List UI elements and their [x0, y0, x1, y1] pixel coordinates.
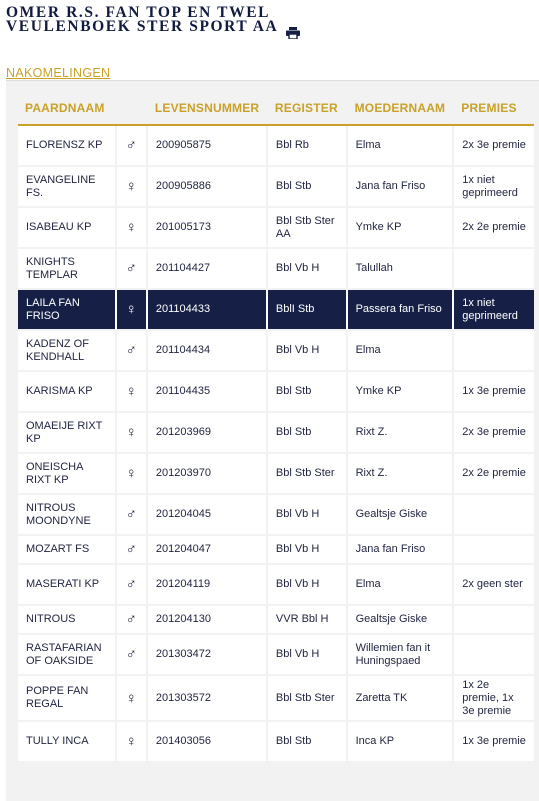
cell-register: Bbl Stb	[268, 167, 348, 208]
cell-paardnaam: FLORENSZ KP	[18, 126, 117, 167]
female-icon: ♀	[117, 676, 148, 722]
cell-moedernaam: Elma	[348, 331, 455, 372]
cell-levensnummer: 201203969	[148, 413, 268, 454]
tab-nakomelingen[interactable]: NAKOMELINGEN	[6, 66, 111, 80]
cell-register: Bbl Stb	[268, 372, 348, 413]
table-row[interactable]	[18, 413, 534, 454]
page-title: OMER R.S. FAN TOP EN TWEL VEULENBOEK STER SPORT AA	[6, 4, 279, 35]
cell-paardnaam: KARISMA KP	[18, 372, 117, 413]
cell-paardnaam: ISABEAU KP	[18, 208, 117, 249]
table-row[interactable]	[18, 676, 534, 722]
table-row[interactable]	[18, 331, 534, 372]
offspring-panel	[6, 80, 539, 801]
header-premies[interactable]: PREMIES	[454, 91, 534, 126]
table-row[interactable]	[18, 167, 534, 208]
cell-register: Bbl Stb	[268, 413, 348, 454]
cell-register: Bbl Stb Ster AA	[268, 208, 348, 249]
table-row[interactable]	[18, 208, 534, 249]
male-icon: ♂	[117, 249, 148, 290]
cell-levensnummer: 200905886	[148, 167, 268, 208]
cell-register: BblI Stb	[268, 290, 348, 331]
cell-premies	[454, 331, 534, 372]
male-icon: ♂	[117, 565, 148, 606]
header-levensnummer[interactable]: LEVENSNUMMER	[148, 91, 268, 126]
cell-paardnaam: KNIGHTS TEMPLAR	[18, 249, 117, 290]
cell-moedernaam: Gealtsje Giske	[348, 495, 455, 536]
cell-levensnummer: 201203970	[148, 454, 268, 495]
cell-premies	[454, 536, 534, 565]
table-row[interactable]	[18, 722, 534, 763]
female-icon: ♀	[117, 722, 148, 763]
female-icon: ♀	[117, 413, 148, 454]
cell-levensnummer: 201104427	[148, 249, 268, 290]
cell-levensnummer: 201204119	[148, 565, 268, 606]
cell-premies: 1x niet geprimeerd	[454, 167, 534, 208]
cell-moedernaam: Passera fan Friso	[348, 290, 455, 331]
male-icon: ♂	[117, 495, 148, 536]
male-icon: ♂	[117, 331, 148, 372]
cell-paardnaam: MASERATI KP	[18, 565, 117, 606]
cell-levensnummer: 201104434	[148, 331, 268, 372]
cell-moedernaam: Ymke KP	[348, 208, 455, 249]
male-icon: ♂	[117, 606, 148, 635]
cell-levensnummer: 201303472	[148, 635, 268, 676]
cell-register: Bbl Rb	[268, 126, 348, 167]
cell-moedernaam: Rixt Z.	[348, 454, 455, 495]
header-moedernaam[interactable]: MOEDERNAAM	[348, 91, 455, 126]
cell-paardnaam: LAILA FAN FRISO	[18, 290, 117, 331]
cell-premies	[454, 635, 534, 676]
cell-register: VVR Bbl H	[268, 606, 348, 635]
table-row[interactable]	[18, 606, 534, 635]
table-row[interactable]	[18, 372, 534, 413]
cell-paardnaam: ONEISCHA RIXT KP	[18, 454, 117, 495]
cell-register: Bbl Stb	[268, 722, 348, 763]
cell-register: Bbl Vb H	[268, 495, 348, 536]
cell-paardnaam: OMAEIJE RIXT KP	[18, 413, 117, 454]
cell-levensnummer: 201403056	[148, 722, 268, 763]
cell-register: Bbl Vb H	[268, 249, 348, 290]
table-row[interactable]	[18, 565, 534, 606]
cell-moedernaam: Elma	[348, 565, 455, 606]
cell-register: Bbl Vb H	[268, 331, 348, 372]
cell-moedernaam: Inca KP	[348, 722, 455, 763]
cell-premies: 1x 3e premie	[454, 372, 534, 413]
header-paardnaam[interactable]: PAARDNAAM	[18, 91, 117, 126]
cell-premies: 2x geen ster	[454, 565, 534, 606]
cell-premies	[454, 606, 534, 635]
cell-moedernaam: Zaretta TK	[348, 676, 455, 722]
cell-moedernaam: Elma	[348, 126, 455, 167]
male-icon: ♂	[117, 536, 148, 565]
cell-moedernaam: Jana fan Friso	[348, 536, 455, 565]
cell-levensnummer: 201204045	[148, 495, 268, 536]
female-icon: ♀	[117, 167, 148, 208]
cell-paardnaam: RASTAFARIAN OF OAKSIDE	[18, 635, 117, 676]
cell-levensnummer: 201005173	[148, 208, 268, 249]
cell-paardnaam: KADENZ OF KENDHALL	[18, 331, 117, 372]
female-icon: ♀	[117, 454, 148, 495]
female-icon: ♀	[117, 372, 148, 413]
cell-register: Bbl Vb H	[268, 635, 348, 676]
cell-premies: 2x 3e premie	[454, 413, 534, 454]
table-row[interactable]	[18, 249, 534, 290]
female-icon: ♀	[117, 290, 148, 331]
table-row[interactable]	[18, 536, 534, 565]
table-row[interactable]	[18, 635, 534, 676]
cell-premies: 2x 3e premie	[454, 126, 534, 167]
table-row[interactable]	[18, 454, 534, 495]
cell-premies: 1x niet geprimeerd	[454, 290, 534, 331]
cell-moedernaam: Gealtsje Giske	[348, 606, 455, 635]
male-icon: ♂	[117, 635, 148, 676]
header-sex	[117, 91, 148, 126]
cell-levensnummer: 201303572	[148, 676, 268, 722]
cell-moedernaam: Willemien fan it Huningspaed	[348, 635, 455, 676]
cell-register: Bbl Stb Ster	[268, 676, 348, 722]
print-icon[interactable]	[286, 27, 300, 39]
cell-premies: 2x 2e premie	[454, 208, 534, 249]
cell-levensnummer: 201204047	[148, 536, 268, 565]
cell-moedernaam: Rixt Z.	[348, 413, 455, 454]
cell-levensnummer: 200905875	[148, 126, 268, 167]
cell-premies: 1x 3e premie	[454, 722, 534, 763]
cell-paardnaam: EVANGELINE FS.	[18, 167, 117, 208]
cell-premies	[454, 495, 534, 536]
table-header-row	[18, 91, 534, 126]
cell-moedernaam: Jana fan Friso	[348, 167, 455, 208]
cell-levensnummer: 201204130	[148, 606, 268, 635]
cell-paardnaam: NITROUS MOONDYNE	[18, 495, 117, 536]
cell-premies	[454, 249, 534, 290]
header-register[interactable]: REGISTER	[268, 91, 348, 126]
table-row[interactable]	[18, 495, 534, 536]
cell-moedernaam: Ymke KP	[348, 372, 455, 413]
cell-moedernaam: Talullah	[348, 249, 455, 290]
cell-register: Bbl Vb H	[268, 565, 348, 606]
cell-paardnaam: TULLY INCA	[18, 722, 117, 763]
cell-levensnummer: 201104433	[148, 290, 268, 331]
cell-paardnaam: POPPE FAN REGAL	[18, 676, 117, 722]
male-icon: ♂	[117, 126, 148, 167]
cell-levensnummer: 201104435	[148, 372, 268, 413]
table-row-selected[interactable]	[18, 290, 534, 331]
cell-premies: 2x 2e premie	[454, 454, 534, 495]
cell-paardnaam: NITROUS	[18, 606, 117, 635]
cell-register: Bbl Vb H	[268, 536, 348, 565]
cell-register: Bbl Stb Ster	[268, 454, 348, 495]
cell-paardnaam: MOZART FS	[18, 536, 117, 565]
female-icon: ♀	[117, 208, 148, 249]
offspring-table	[18, 91, 534, 763]
table-row[interactable]	[18, 126, 534, 167]
cell-premies: 1x 2e premie, 1x 3e premie	[454, 676, 534, 722]
